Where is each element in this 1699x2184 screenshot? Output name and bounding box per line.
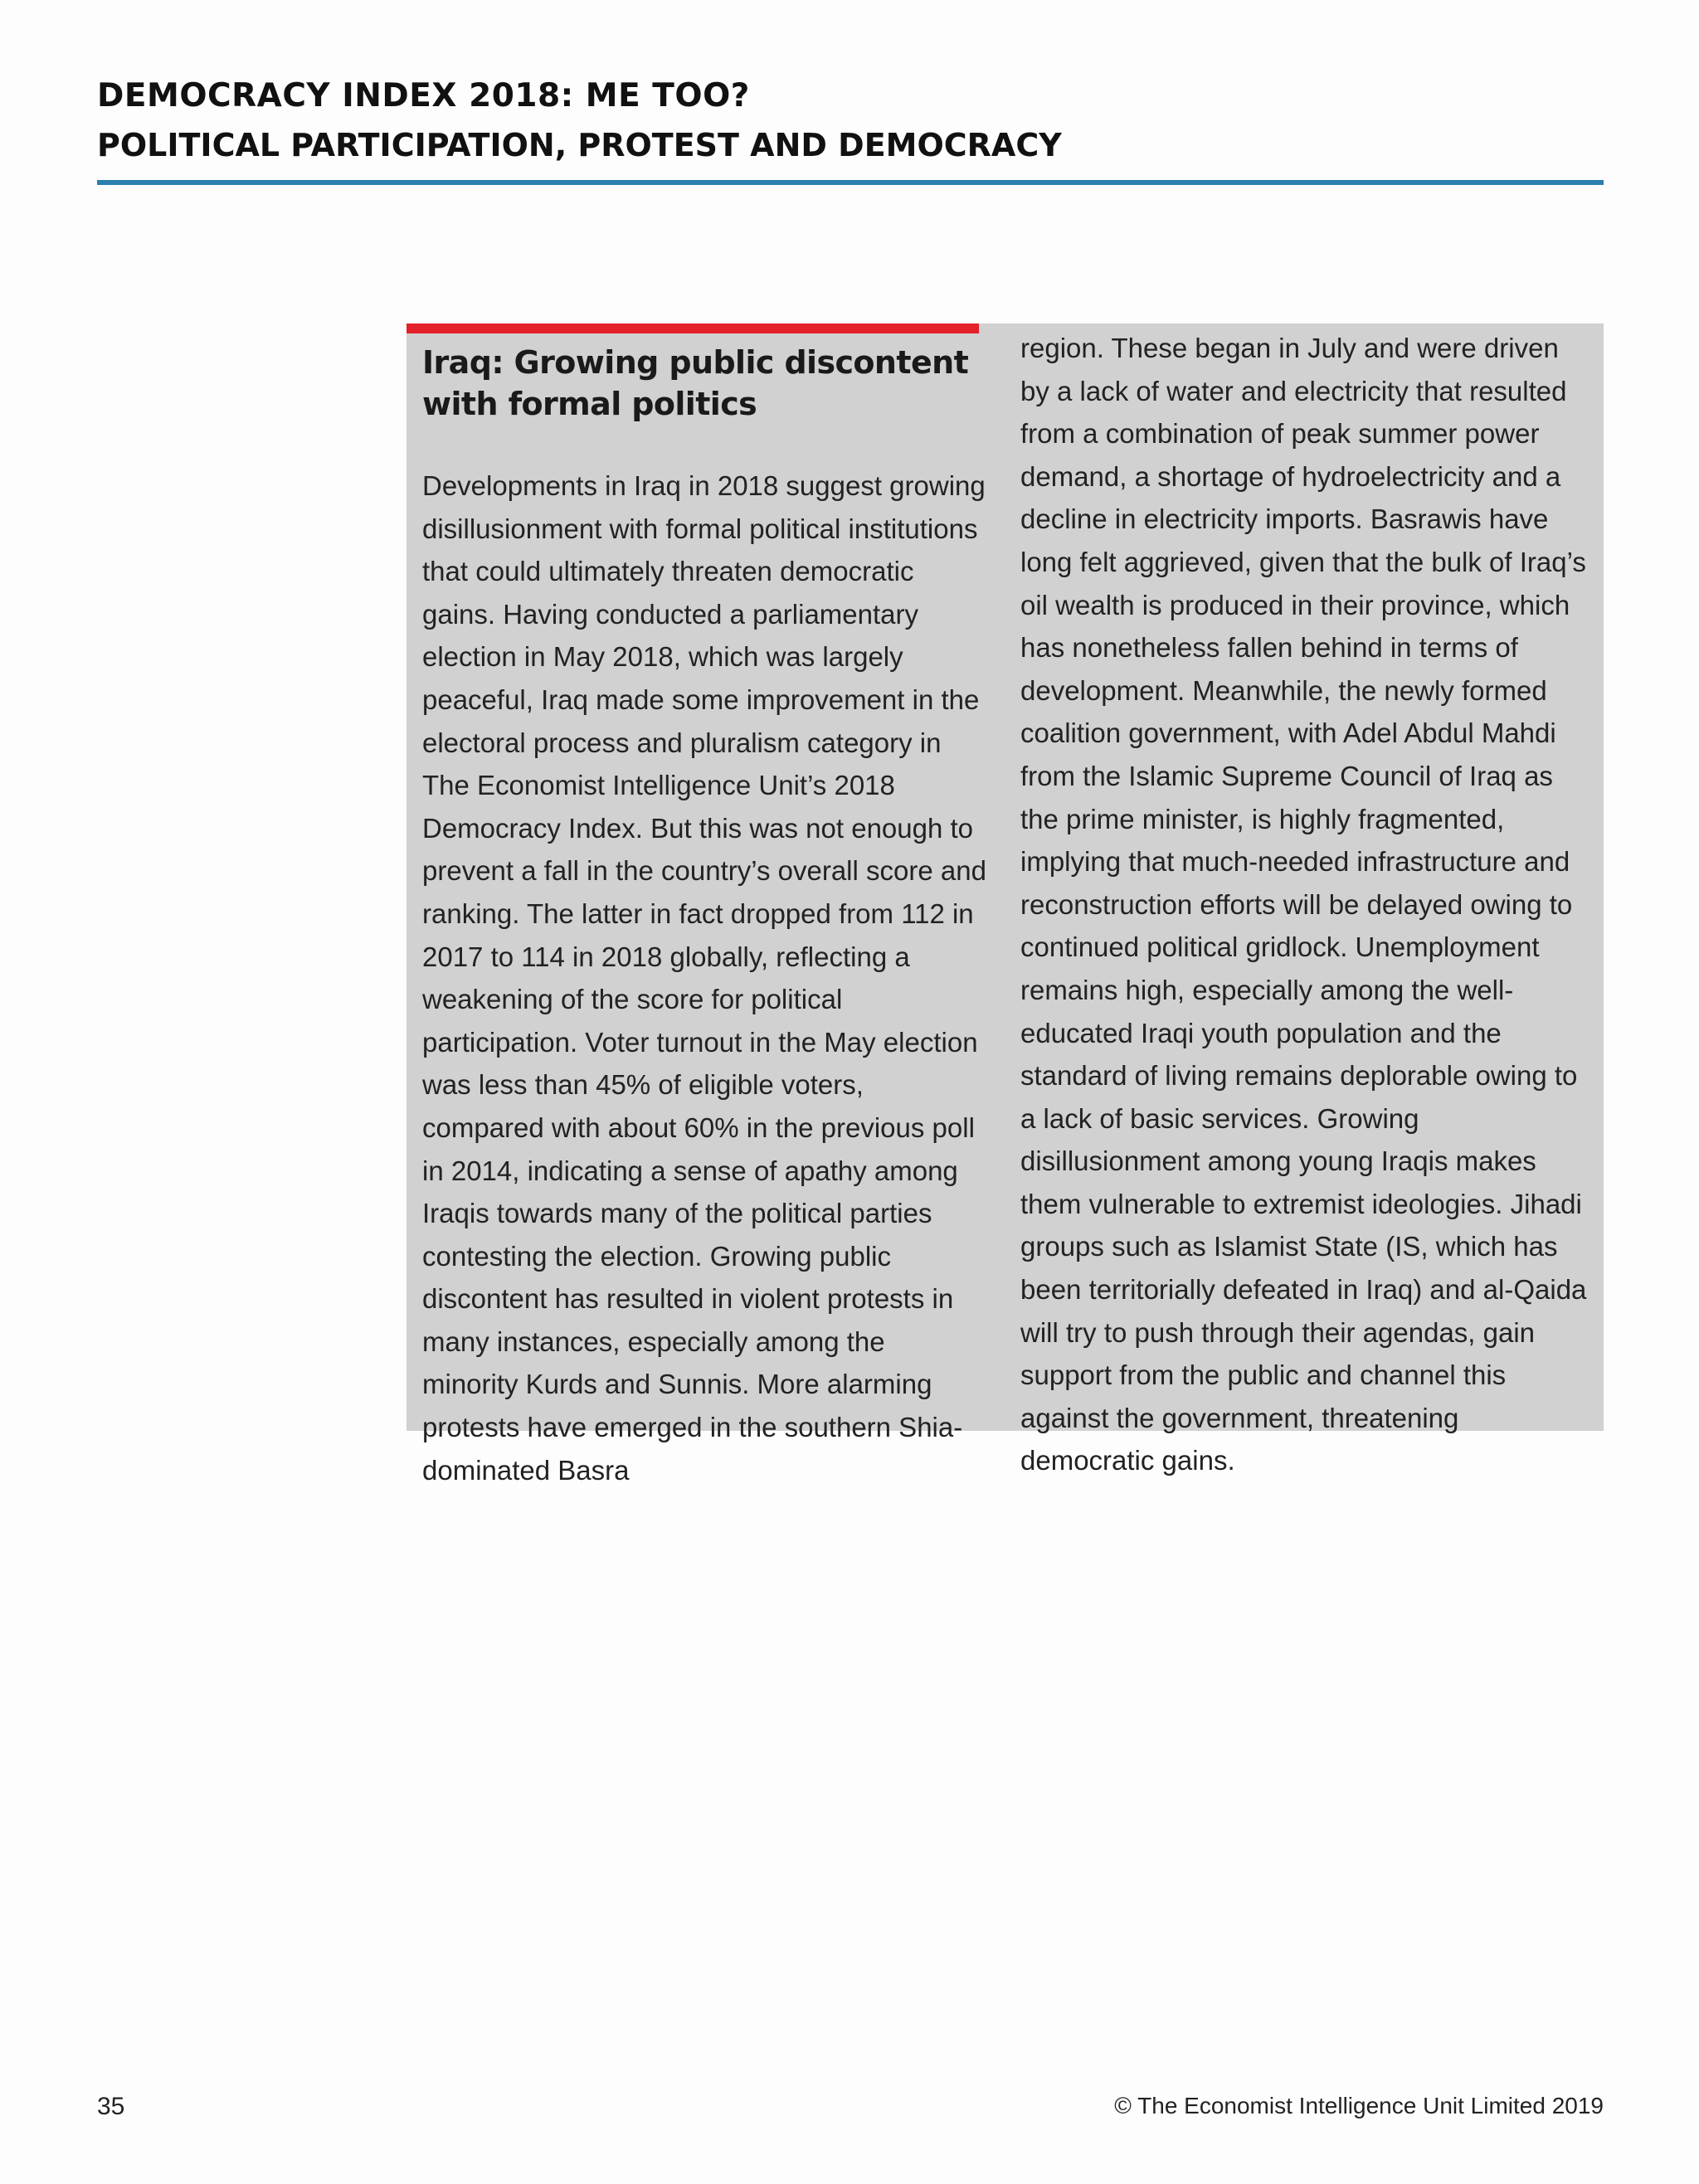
sidebar-box-body-right: region. These began in July and were driven by a lack of water and electricity that resulted from a combination of peak summer power demand, a shortage of hydroelectricity and a decline in electricity imports. Basrawis have long felt aggrieved, given that the bulk of Iraq’s oil wealth is produced in their province, which has nonetheless fallen behind in terms of development. Meanwhile, the newly formed coalition government, with Adel Abdul Mahdi from the Islamic Supreme Council of Iraq as the prime minister, is highly fragmented, implying that much-needed infrastructure and reconstruction efforts will be delayed owing to continued political gridlock. Unemployment remains high, especially among the well-educated Iraqi youth population and the standard of living remains deplorable owing to a lack of basic services. Growing disillusionment among young Iraqis makes them vulnerable to extremist ideologies. Jihadi groups such as Islamist State (IS, which has been territorially defeated in Iraq) and al-Qaida will try to push through their agendas, gain support from the public and channel this against the government, threatening democratic gains. <box>1020 333 1587 1476</box>
page-number: 35 <box>97 2093 125 2120</box>
sidebar-box-title: Iraq: Growing public discontent with formal politics <box>422 344 969 422</box>
sidebar-box-body-left: Developments in Iraq in 2018 suggest growing disillusionment with formal political institutions that could ultimately threaten democratic gains. Having conducted a parliamentary election in May 2018, which was largely peaceful, Iraq made some improvement in the electoral process and pluralism category in The Economist Intelligence Unit’s 2018 Democracy Index. But this was not enough to prevent a fall in the country’s overall score and ranking. The latter in fact dropped from 112 in 2017 to 114 in 2018 globally, reflecting a weakening of the score for political participation. Voter turnout in the May election was less than 45% of eligible voters, compared with about 60% in the previous poll in 2014, indicating a sense of apathy among Iraqis towards many of the political parties contesting the election. Growing public discontent has resulted in violent protests in many instances, especially among the minority Kurds and Sunnis. More alarming protests have emerged in the southern Shia-dominated Basra <box>422 470 986 1486</box>
sidebar-box-right-column <box>1020 327 1593 1482</box>
copyright-notice: © The Economist Intelligence Unit Limited 2019 <box>1114 2093 1604 2118</box>
report-title: DEMOCRACY INDEX 2018: ME TOO? <box>97 77 750 114</box>
sidebar-box-left-column <box>422 342 986 1491</box>
sidebar-box-accent-bar <box>406 323 979 333</box>
report-subtitle: POLITICAL PARTICIPATION, PROTEST AND DEMOCRACY <box>97 127 1062 163</box>
report-header <box>97 71 1604 169</box>
header-divider <box>97 180 1604 185</box>
